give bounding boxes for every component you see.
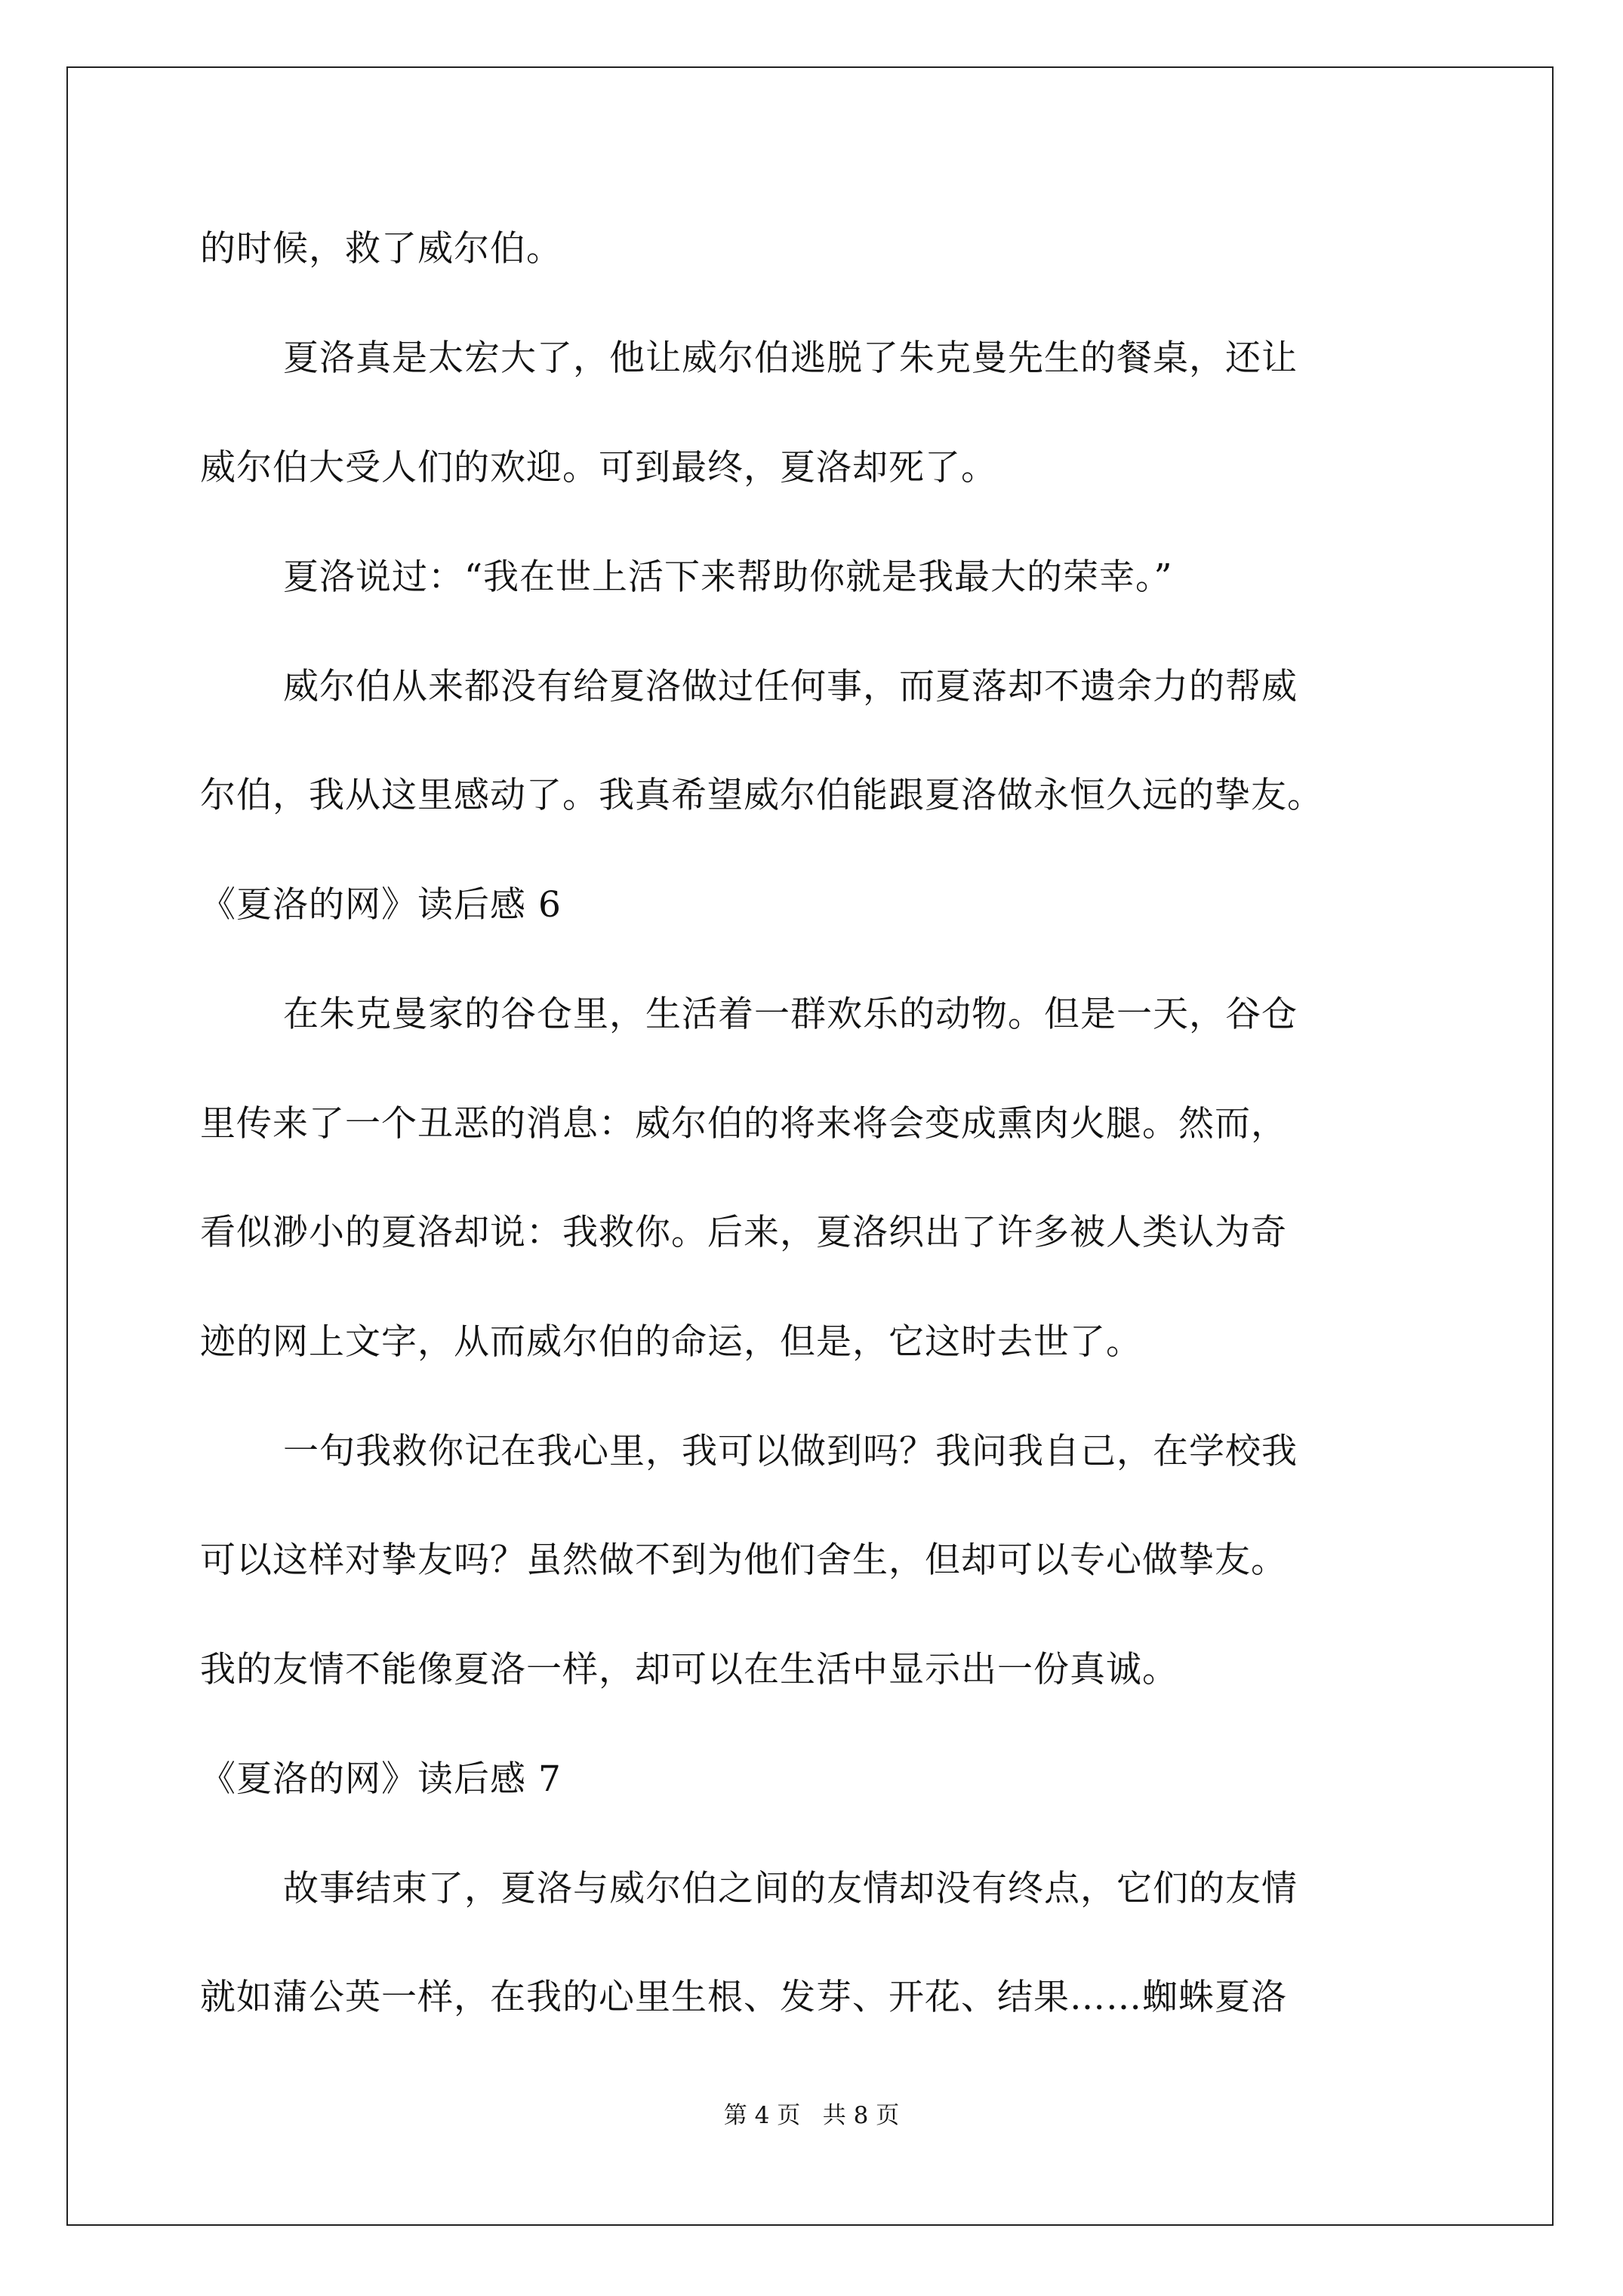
body-line: 尔伯，我从这里感动了。我真希望威尔伯能跟夏洛做永恒久远的挚友。	[200, 775, 1323, 816]
page-number-footer: 第 4 页 共 8 页	[723, 2102, 900, 2129]
paragraph-start-line: 夏洛说过：“我在世上活下来帮助你就是我最大的荣幸。”	[283, 556, 1173, 598]
paragraph-start-line: 在朱克曼家的谷仓里，生活着一群欢乐的动物。但是一天，谷仓	[283, 994, 1298, 1035]
paragraph-start-line: 一句我救你记在我心里，我可以做到吗？我问我自己，在学校我	[283, 1431, 1298, 1472]
section-heading: 《夏洛的网》读后感 6	[200, 884, 562, 926]
paragraph-start-line: 故事结束了，夏洛与威尔伯之间的友情却没有终点，它们的友情	[283, 1868, 1298, 1909]
body-line: 的时候，救了威尔伯。	[200, 228, 562, 270]
section-heading: 《夏洛的网》读后感 7	[200, 1758, 562, 1800]
paragraph-start-line: 威尔伯从来都没有给夏洛做过任何事，而夏落却不遗余力的帮威	[283, 666, 1298, 707]
body-line: 迹的网上文字，从而威尔伯的命运，但是，它这时去世了。	[200, 1321, 1142, 1363]
body-line: 看似渺小的夏洛却说：我救你。后来，夏洛织出了许多被人类认为奇	[200, 1212, 1287, 1253]
body-line: 里传来了一个丑恶的消息：威尔伯的将来将会变成熏肉火腿。然而，	[200, 1103, 1287, 1145]
body-line: 我的友情不能像夏洛一样，却可以在生活中显示出一份真诚。	[200, 1649, 1178, 1690]
body-line: 威尔伯大受人们的欢迎。可到最终，夏洛却死了。	[200, 447, 997, 488]
paragraph-start-line: 夏洛真是太宏大了，他让威尔伯逃脱了朱克曼先生的餐桌，还让	[283, 337, 1298, 379]
body-line: 可以这样对挚友吗？虽然做不到为他们舍生，但却可以专心做挚友。	[200, 1539, 1287, 1581]
body-line: 就如蒲公英一样，在我的心里生根、发芽、开花、结果……蜘蛛夏洛	[200, 1977, 1287, 2018]
